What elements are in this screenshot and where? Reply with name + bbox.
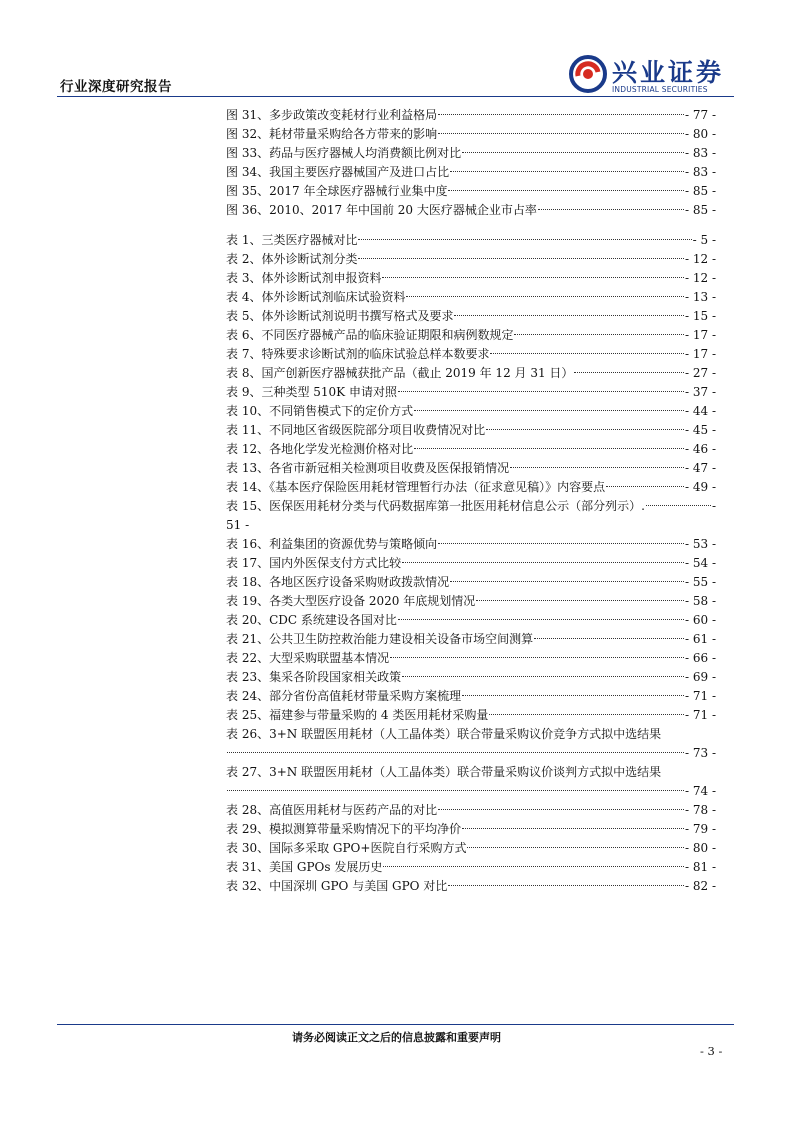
toc-entry-page: - 61 - bbox=[684, 632, 716, 646]
toc-entry-title: 表 2、体外诊断试剂分类 bbox=[226, 252, 358, 266]
toc-entry[interactable] bbox=[226, 364, 716, 383]
leader-dots bbox=[489, 713, 684, 715]
toc-entry-page: - 69 - bbox=[684, 670, 716, 684]
toc-entry-title: 图 36、2010、2017 年中国前 20 大医疗器械企业市占率 bbox=[226, 203, 537, 217]
toc-entry-page: - 53 - bbox=[684, 537, 716, 551]
toc-entry[interactable] bbox=[226, 421, 716, 440]
leader-dots bbox=[438, 808, 684, 810]
leader-dots bbox=[398, 618, 684, 620]
toc-entry-title: 表 24、部分省份高值耗材带量采购方案梳理 bbox=[226, 689, 462, 703]
toc-entry-page: - 15 - bbox=[684, 309, 716, 323]
leader-dots bbox=[514, 333, 684, 335]
toc-entry-title: 表 10、不同销售模式下的定价方式 bbox=[226, 404, 414, 418]
leader-dots bbox=[538, 208, 684, 210]
toc-entry-title: 表 17、国内外医保支付方式比较 bbox=[226, 556, 402, 570]
footer-divider bbox=[57, 1024, 734, 1025]
toc-entry[interactable] bbox=[226, 687, 716, 706]
toc-entry-page: - 66 - bbox=[684, 651, 716, 665]
toc-entry[interactable] bbox=[226, 402, 716, 421]
toc-entry-page: - 80 - bbox=[684, 841, 716, 855]
toc-entry[interactable] bbox=[226, 668, 716, 687]
toc-entry-page: - 47 - bbox=[684, 461, 716, 475]
toc-entry-wrapped[interactable] bbox=[226, 497, 716, 516]
toc-entry-page: - 80 - bbox=[684, 127, 716, 141]
toc-entry-title: 图 34、我国主要医疗器械国产及进口占比 bbox=[226, 165, 450, 179]
leader-dots bbox=[454, 314, 684, 316]
leader-dots bbox=[227, 751, 684, 753]
toc-entry-page: - 71 - bbox=[684, 708, 716, 722]
toc-entry-title: 表 4、体外诊断试剂临床试验资料 bbox=[226, 290, 406, 304]
leader-dots bbox=[448, 884, 684, 886]
toc-entry-page: - 17 - bbox=[684, 328, 716, 342]
toc-entry-page: - 17 - bbox=[684, 347, 716, 361]
toc-entry[interactable] bbox=[226, 201, 716, 220]
toc-entry-title: 图 32、耗材带量采购给各方带来的影响 bbox=[226, 127, 438, 141]
leader-dots bbox=[414, 447, 684, 449]
leader-dots bbox=[383, 865, 684, 867]
leader-dots bbox=[448, 189, 684, 191]
leader-dots bbox=[510, 466, 684, 468]
toc-entry[interactable] bbox=[226, 459, 716, 478]
leader-dots bbox=[406, 295, 684, 297]
leader-dots bbox=[382, 276, 684, 278]
page-number: - 3 - bbox=[700, 1044, 723, 1058]
toc-entry-title: 表 8、国产创新医疗器械获批产品（截止 2019 年 12 月 31 日） bbox=[226, 366, 574, 380]
toc-entry-title: 表 29、模拟测算带量采购情况下的平均净价 bbox=[226, 822, 462, 836]
toc-entry-title: 表 12、各地化学发光检测价格对比 bbox=[226, 442, 414, 456]
toc-entry-page: - 83 - bbox=[684, 165, 716, 179]
toc-entry-title: 表 3、体外诊断试剂申报资料 bbox=[226, 271, 382, 285]
toc-entry[interactable] bbox=[226, 801, 716, 820]
toc-entry-page: - 44 - bbox=[684, 404, 716, 418]
toc-entry-title: 表 30、国际多采取 GPO+医院自行采购方式 bbox=[226, 841, 467, 855]
toc-entry[interactable] bbox=[226, 554, 716, 573]
toc-entry-title: 表 11、不同地区省级医院部分项目收费情况对比 bbox=[226, 423, 486, 437]
toc-entry-title: 表 14、《基本医疗保险医用耗材管理暂行办法（征求意见稿）》内容要点 bbox=[226, 480, 606, 494]
toc-entry-title: 表 25、福建参与带量采购的 4 类医用耗材采购量 bbox=[226, 708, 489, 722]
toc-entry[interactable] bbox=[226, 877, 716, 896]
toc-entry-wrapped-page[interactable] bbox=[226, 744, 716, 763]
toc-entry[interactable] bbox=[226, 478, 716, 497]
toc-entry-page: - 78 - bbox=[684, 803, 716, 817]
leader-dots bbox=[450, 170, 684, 172]
leader-dots bbox=[398, 390, 684, 392]
toc-entry-title: 表 6、不同医疗器械产品的临床验证期限和病例数规定 bbox=[226, 328, 514, 342]
toc-entry-page: - 13 - bbox=[684, 290, 716, 304]
toc-entry-title: 表 22、大型采购联盟基本情况 bbox=[226, 651, 390, 665]
toc-entry-page: - 73 - bbox=[684, 746, 716, 760]
toc-entry-page: - 81 - bbox=[684, 860, 716, 874]
leader-dots bbox=[476, 599, 684, 601]
leader-dots bbox=[438, 542, 684, 544]
toc-entry[interactable] bbox=[226, 858, 716, 877]
leader-dots bbox=[227, 789, 684, 791]
logo-english-name: INDUSTRIAL SECURITIES bbox=[612, 85, 708, 94]
toc-entry-title: 表 28、高值医用耗材与医药产品的对比 bbox=[226, 803, 438, 817]
leader-dots bbox=[438, 132, 684, 134]
report-type-label: 行业深度研究报告 bbox=[60, 79, 172, 95]
toc-entry-title: 表 9、三种类型 510K 申请对照 bbox=[226, 385, 397, 399]
leader-dots bbox=[438, 113, 684, 115]
toc-entry-title: 表 16、利益集团的资源优势与策略倾向 bbox=[226, 537, 438, 551]
leader-dots bbox=[646, 504, 711, 506]
leader-dots bbox=[486, 428, 684, 430]
toc-entry[interactable] bbox=[226, 649, 716, 668]
toc-entry-page: - 27 - bbox=[684, 366, 716, 380]
toc-entry-page: - 74 - bbox=[684, 784, 716, 798]
toc-entry[interactable] bbox=[226, 383, 716, 402]
toc-entry-wrapped-page[interactable] bbox=[226, 782, 716, 801]
toc-entry-page: - 46 - bbox=[684, 442, 716, 456]
toc-entry-title: 表 1、三类医疗器械对比 bbox=[226, 233, 358, 247]
toc-entry-page: - 55 - bbox=[684, 575, 716, 589]
toc-entry-page: - 58 - bbox=[684, 594, 716, 608]
logo-chinese-name: 兴业证券 bbox=[612, 58, 725, 87]
toc-entry-title: 表 20、CDC 系统建设各国对比 bbox=[226, 613, 397, 627]
leader-dots bbox=[358, 257, 684, 259]
toc-entry-title: 表 23、集采各阶段国家相关政策 bbox=[226, 670, 402, 684]
toc-entry-title: 表 21、公共卫生防控救治能力建设相关设备市场空间测算 bbox=[226, 632, 534, 646]
toc-entry-title: 图 31、多步政策改变耗材行业利益格局 bbox=[226, 108, 438, 122]
toc-entry-title: 表 19、各类大型医疗设备 2020 年底规划情况 bbox=[226, 594, 476, 608]
leader-dots bbox=[574, 371, 684, 373]
toc-entry-page-continued: 51 - bbox=[226, 518, 250, 532]
toc-entry[interactable] bbox=[226, 706, 716, 725]
toc-entry[interactable] bbox=[226, 839, 716, 858]
leader-dots bbox=[402, 675, 684, 677]
toc-entry[interactable] bbox=[226, 630, 716, 649]
toc-entry-title: 表 15、医保医用耗材分类与代码数据库第一批医用耗材信息公示（部分列示）. bbox=[226, 499, 645, 513]
toc-entry-title: 表 13、各省市新冠相关检测项目收费及医保报销情况 bbox=[226, 461, 510, 475]
leader-dots bbox=[462, 827, 684, 829]
header-divider bbox=[57, 96, 734, 97]
toc-entry-title: 表 32、中国深圳 GPO 与美国 GPO 对比 bbox=[226, 879, 448, 893]
toc-entry-title: 表 5、体外诊断试剂说明书撰写格式及要求 bbox=[226, 309, 454, 323]
leader-dots bbox=[534, 637, 684, 639]
toc-entry-page: - 12 - bbox=[684, 271, 716, 285]
leader-dots bbox=[358, 238, 691, 240]
toc-entry-page: - 77 - bbox=[684, 108, 716, 122]
toc-entry[interactable] bbox=[226, 231, 716, 250]
leader-dots bbox=[390, 656, 684, 658]
toc-entry-title: 表 18、各地区医疗设备采购财政拨款情况 bbox=[226, 575, 450, 589]
toc-entry-page: - 37 - bbox=[684, 385, 716, 399]
leader-dots bbox=[490, 352, 684, 354]
toc-entry-page: - 12 - bbox=[684, 252, 716, 266]
leader-dots bbox=[450, 580, 684, 582]
toc-entry[interactable] bbox=[226, 182, 716, 201]
leader-dots bbox=[462, 151, 684, 153]
toc-entry[interactable] bbox=[226, 345, 716, 364]
toc-entry-page: - 71 - bbox=[684, 689, 716, 703]
leader-dots bbox=[402, 561, 684, 563]
toc-entry[interactable] bbox=[226, 288, 716, 307]
toc-entry-page: - 54 - bbox=[684, 556, 716, 570]
toc-entry-page: - 85 - bbox=[684, 184, 716, 198]
toc-entry-page: - 79 - bbox=[684, 822, 716, 836]
toc-entry-title: 表 7、特殊要求诊断试剂的临床试验总样本数要求 bbox=[226, 347, 490, 361]
company-logo bbox=[568, 56, 738, 96]
toc-entry-wrapped-title[interactable]: 表 27、3+N 联盟医用耗材（人工晶体类）联合带量采购议价谈判方式拟中选结果 bbox=[226, 765, 662, 779]
toc-entry-wrapped-title[interactable]: 表 26、3+N 联盟医用耗材（人工晶体类）联合带量采购议价竞争方式拟中选结果 bbox=[226, 727, 662, 741]
toc-entry-title: 表 31、美国 GPOs 发展历史 bbox=[226, 860, 383, 874]
toc-entry[interactable] bbox=[226, 326, 716, 345]
toc-entry-title: 图 33、药品与医疗器械人均消费额比例对比 bbox=[226, 146, 462, 160]
toc-entry[interactable] bbox=[226, 820, 716, 839]
toc-entry[interactable] bbox=[226, 573, 716, 592]
disclaimer-notice: 请务必阅读正文之后的信息披露和重要声明 bbox=[292, 1031, 501, 1044]
leader-dots bbox=[414, 409, 684, 411]
toc-entry-page: - 83 - bbox=[684, 146, 716, 160]
toc-entry[interactable] bbox=[226, 611, 716, 630]
logo-emblem-icon bbox=[568, 54, 608, 94]
leader-dots bbox=[606, 485, 684, 487]
toc-entry-page: - 45 - bbox=[684, 423, 716, 437]
leader-dots bbox=[462, 694, 684, 696]
toc-entry[interactable] bbox=[226, 535, 716, 554]
toc-entry[interactable] bbox=[226, 250, 716, 269]
toc-entry[interactable] bbox=[226, 440, 716, 459]
toc-entry[interactable] bbox=[226, 106, 716, 125]
toc-entry-page: - 60 - bbox=[684, 613, 716, 627]
toc-entry[interactable] bbox=[226, 307, 716, 326]
leader-dots bbox=[467, 846, 684, 848]
toc-entry[interactable] bbox=[226, 269, 716, 288]
toc-entry[interactable] bbox=[226, 592, 716, 611]
toc-entry[interactable] bbox=[226, 163, 716, 182]
toc-entry[interactable] bbox=[226, 144, 716, 163]
toc-entry-page: - 85 - bbox=[684, 203, 716, 217]
toc-entry-page-dash: - bbox=[711, 499, 716, 513]
toc-entry-title: 图 35、2017 年全球医疗器械行业集中度 bbox=[226, 184, 448, 198]
toc-entry-page: - 49 - bbox=[684, 480, 716, 494]
toc-entry-page: - 5 - bbox=[692, 233, 716, 247]
toc-entry-page: - 82 - bbox=[684, 879, 716, 893]
toc-entry[interactable] bbox=[226, 125, 716, 144]
